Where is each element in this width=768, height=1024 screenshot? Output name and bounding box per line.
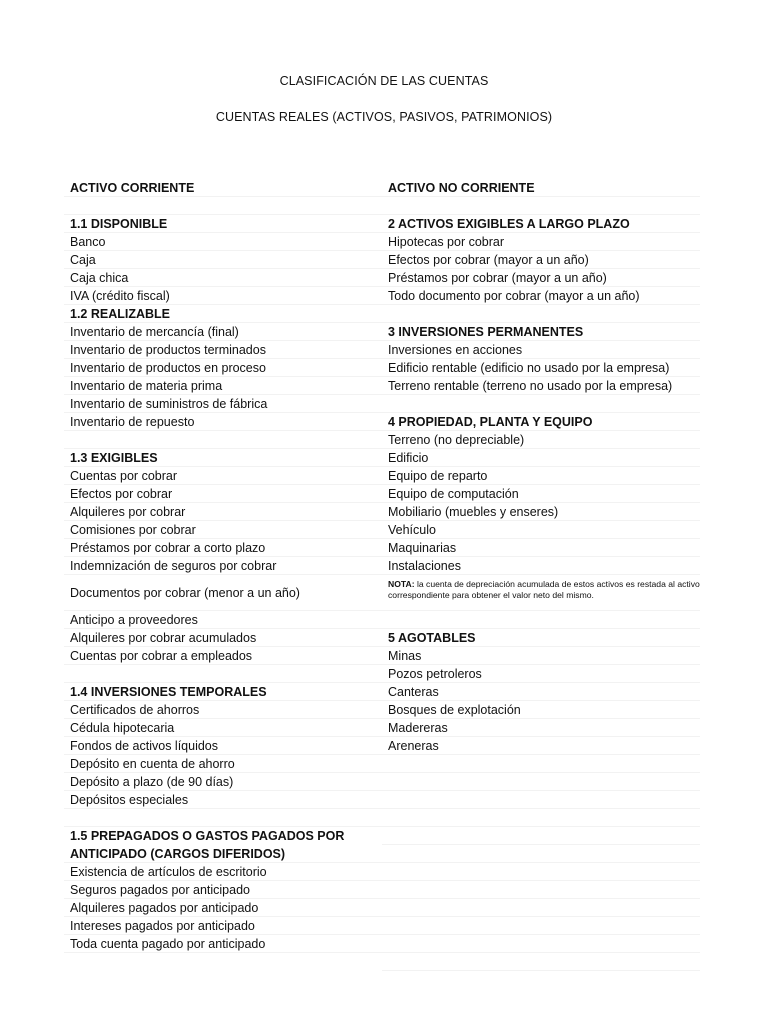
- account-item: Existencia de artículos de escritorio: [64, 863, 382, 881]
- account-item: IVA (crédito fiscal): [64, 287, 382, 305]
- account-item: Pozos petroleros: [382, 665, 700, 683]
- account-item: Inventario de productos terminados: [64, 341, 382, 359]
- section-heading: 1.4 INVERSIONES TEMPORALES: [64, 683, 382, 701]
- account-item: Certificados de ahorros: [64, 701, 382, 719]
- document-subtitle: CUENTAS REALES (ACTIVOS, PASIVOS, PATRIMONIOS): [215, 110, 553, 124]
- section-heading: 2 ACTIVOS EXIGIBLES A LARGO PLAZO: [382, 215, 700, 233]
- blank-row: [382, 791, 700, 809]
- account-item: Depósito a plazo (de 90 días): [64, 773, 382, 791]
- note-label: NOTA:: [388, 579, 415, 589]
- blank-row: [382, 809, 700, 827]
- blank-row: [382, 395, 700, 413]
- document-title: CLASIFICACIÓN DE LAS CUENTAS: [279, 74, 489, 88]
- section-heading: 1.1 DISPONIBLE: [64, 215, 382, 233]
- account-item: Equipo de computación: [382, 485, 700, 503]
- account-item: Seguros pagados por anticipado: [64, 881, 382, 899]
- blank-row: [382, 827, 700, 845]
- note-text: la cuenta de depreciación acumulada de estos activos es restada al activo correspondiente para obtener el valor neto del mismo.: [388, 579, 700, 600]
- account-item: Indemnización de seguros por cobrar: [64, 557, 382, 575]
- account-item: Fondos de activos líquidos: [64, 737, 382, 755]
- account-item: Inversiones en acciones: [382, 341, 700, 359]
- depreciation-note: [382, 575, 700, 611]
- blank-row: [64, 665, 382, 683]
- account-item: Terreno rentable (terreno no usado por la empresa): [382, 377, 700, 395]
- account-item: Inventario de suministros de fábrica: [64, 395, 382, 413]
- section-heading: 1.5 PREPAGADOS O GASTOS PAGADOS POR ANTICIPADO (CARGOS DIFERIDOS): [64, 827, 382, 863]
- account-item: Banco: [64, 233, 382, 251]
- blank-row: [382, 953, 700, 971]
- account-item: Alquileres pagados por anticipado: [64, 899, 382, 917]
- account-item: Maquinarias: [382, 539, 700, 557]
- account-item: Depósitos especiales: [64, 791, 382, 809]
- section-heading: 5 AGOTABLES: [382, 629, 700, 647]
- blank-row: [382, 899, 700, 917]
- account-item: Hipotecas por cobrar: [382, 233, 700, 251]
- account-item: Inventario de materia prima: [64, 377, 382, 395]
- account-item: Caja: [64, 251, 382, 269]
- blank-row: [382, 773, 700, 791]
- account-item: Cuentas por cobrar a empleados: [64, 647, 382, 665]
- blank-row: [382, 863, 700, 881]
- blank-row: [382, 935, 700, 953]
- account-item: Madereras: [382, 719, 700, 737]
- account-item: Efectos por cobrar (mayor a un año): [382, 251, 700, 269]
- account-item: Minas: [382, 647, 700, 665]
- blank-row: [382, 881, 700, 899]
- blank-row: [382, 197, 700, 215]
- blank-row: [382, 755, 700, 773]
- account-item: Préstamos por cobrar (mayor a un año): [382, 269, 700, 287]
- account-item: Cuentas por cobrar: [64, 467, 382, 485]
- account-item: Caja chica: [64, 269, 382, 287]
- account-item: Inventario de repuesto: [64, 413, 382, 431]
- account-item: Toda cuenta pagado por anticipado: [64, 935, 382, 953]
- account-item: Vehículo: [382, 521, 700, 539]
- blank-row: [382, 917, 700, 935]
- account-item: Edificio: [382, 449, 700, 467]
- account-item: Cédula hipotecaria: [64, 719, 382, 737]
- blank-row: [382, 611, 700, 629]
- account-item: Instalaciones: [382, 557, 700, 575]
- account-item: Equipo de reparto: [382, 467, 700, 485]
- account-item: Anticipo a proveedores: [64, 611, 382, 629]
- account-item: Documentos por cobrar (menor a un año): [64, 575, 382, 611]
- blank-row: [64, 431, 382, 449]
- account-item: Bosques de explotación: [382, 701, 700, 719]
- account-item: Alquileres por cobrar acumulados: [64, 629, 382, 647]
- account-item: Inventario de productos en proceso: [64, 359, 382, 377]
- section-heading: ACTIVO NO CORRIENTE: [382, 179, 700, 197]
- right-column-noncurrent-assets: [382, 179, 700, 971]
- section-heading: 3 INVERSIONES PERMANENTES: [382, 323, 700, 341]
- section-heading: 1.3 EXIGIBLES: [64, 449, 382, 467]
- account-item: Intereses pagados por anticipado: [64, 917, 382, 935]
- account-item: Depósito en cuenta de ahorro: [64, 755, 382, 773]
- account-item: Préstamos por cobrar a corto plazo: [64, 539, 382, 557]
- account-item: Mobiliario (muebles y enseres): [382, 503, 700, 521]
- blank-row: [64, 809, 382, 827]
- account-item: Todo documento por cobrar (mayor a un año): [382, 287, 700, 305]
- account-item: Alquileres por cobrar: [64, 503, 382, 521]
- section-heading: 4 PROPIEDAD, PLANTA Y EQUIPO: [382, 413, 700, 431]
- blank-row: [382, 845, 700, 863]
- section-heading: 1.2 REALIZABLE: [64, 305, 382, 323]
- section-heading: ACTIVO CORRIENTE: [64, 179, 382, 197]
- blank-row: [382, 305, 700, 323]
- account-item: Comisiones por cobrar: [64, 521, 382, 539]
- account-item: Canteras: [382, 683, 700, 701]
- blank-row: [64, 197, 382, 215]
- left-column-current-assets: [64, 179, 382, 953]
- account-item: Terreno (no depreciable): [382, 431, 700, 449]
- account-item: Efectos por cobrar: [64, 485, 382, 503]
- account-item: Inventario de mercancía (final): [64, 323, 382, 341]
- account-item: Edificio rentable (edificio no usado por la empresa): [382, 359, 700, 377]
- account-item: Areneras: [382, 737, 700, 755]
